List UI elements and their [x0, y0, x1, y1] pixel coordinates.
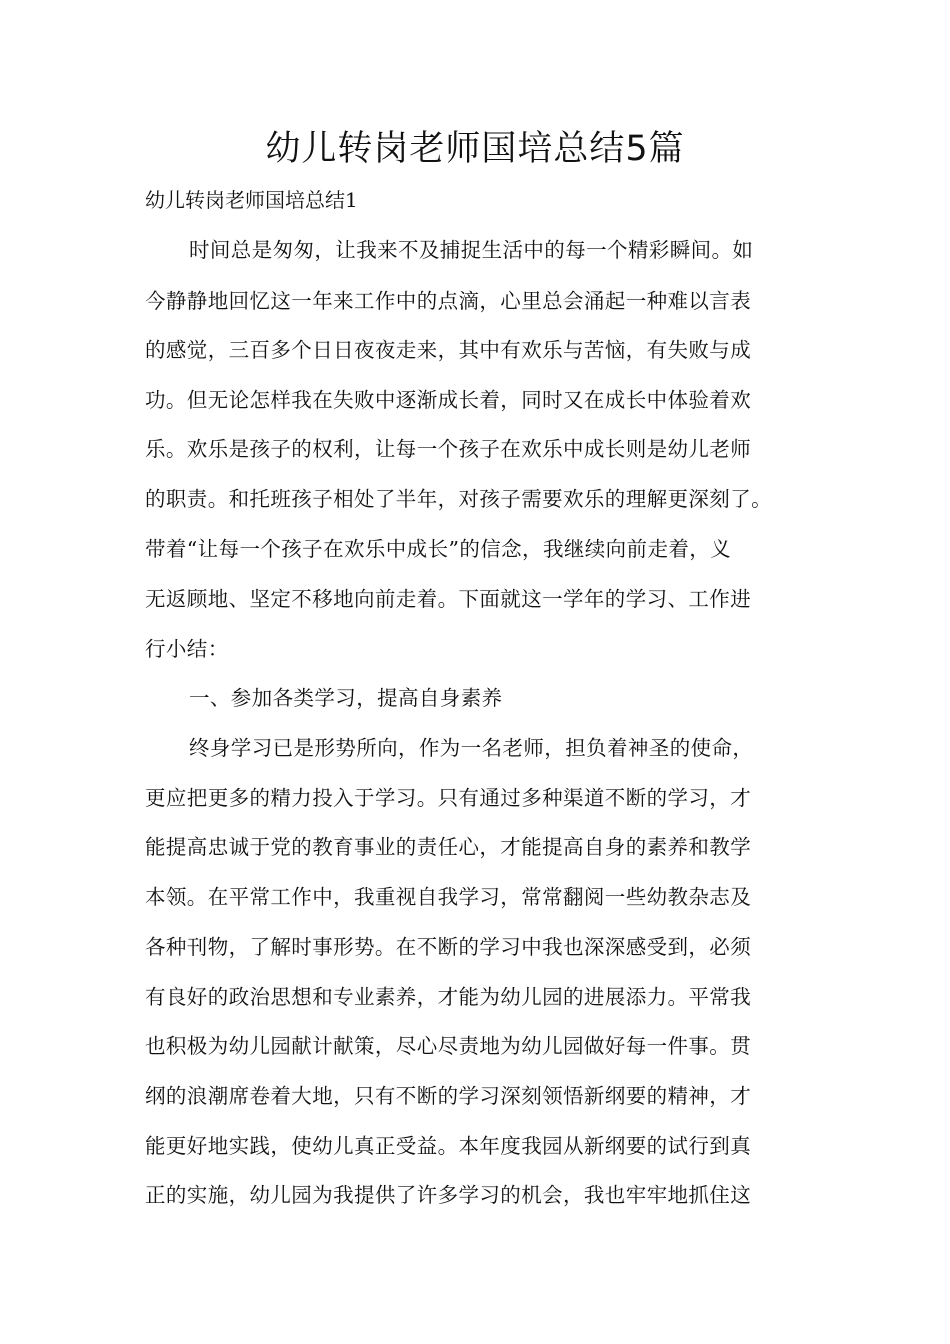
paragraph-line: 更应把更多的精力投入于学习。只有通过多种渠道不断的学习，才: [145, 786, 752, 810]
section-heading: 一、参加各类学习，提高自身素养: [189, 686, 503, 710]
paragraph-line: 有良好的政治思想和专业素养，才能为幼儿园的进展添力。平常我: [145, 985, 752, 1009]
paragraph-line: 今静静地回忆这一年来工作中的点滴，心里总会涌起一种难以言表: [145, 289, 752, 313]
paragraph-line: 行小结：: [145, 637, 229, 661]
paragraph-line: 正的实施，幼儿园为我提供了许多学习的机会，我也牢牢地抓住这: [145, 1183, 752, 1207]
paragraph-line: 能更好地实践，使幼儿真正受益。本年度我园从新纲要的试行到真: [145, 1134, 752, 1158]
paragraph-line: 的感觉，三百多个日日夜夜走来，其中有欢乐与苦恼，有失败与成: [145, 338, 752, 362]
paragraph-line: 的职责。和托班孩子相处了半年，对孩子需要欢乐的理解更深刻了。: [145, 487, 772, 511]
paragraph-line: 时间总是匆匆，让我来不及捕捉生活中的每一个精彩瞬间。如: [189, 238, 754, 262]
paragraph-line: 功。但无论怎样我在失败中逐渐成长着，同时又在成长中体验着欢: [145, 388, 752, 412]
paragraph-line: 纲的浪潮席卷着大地，只有不断的学习深刻领悟新纲要的精神，才: [145, 1084, 752, 1108]
document-title: 幼儿转岗老师国培总结5篇: [265, 129, 685, 169]
section-subtitle: 幼儿转岗老师国培总结1: [145, 188, 358, 212]
paragraph-line: 能提高忠诚于党的教育事业的责任心，才能提高自身的素养和教学: [145, 835, 752, 859]
paragraph-line: 带着“让每一个孩子在欢乐中成长”的信念，我继续向前走着，义: [145, 537, 732, 561]
paragraph-line: 也积极为幼儿园献计献策，尽心尽责地为幼儿园做好每一件事。贯: [145, 1034, 752, 1058]
paragraph-line: 各种刊物，了解时事形势。在不断的学习中我也深深感受到，必须: [145, 935, 752, 959]
paragraph-line: 本领。在平常工作中，我重视自我学习，常常翻阅一些幼教杂志及: [145, 885, 752, 909]
paragraph-line: 终身学习已是形势所向，作为一名老师，担负着神圣的使命，: [189, 736, 754, 760]
paragraph-line: 无返顾地、坚定不移地向前走着。下面就这一学年的学习、工作进: [145, 587, 752, 611]
paragraph-line: 乐。欢乐是孩子的权利，让每一个孩子在欢乐中成长则是幼儿老师: [145, 437, 752, 461]
